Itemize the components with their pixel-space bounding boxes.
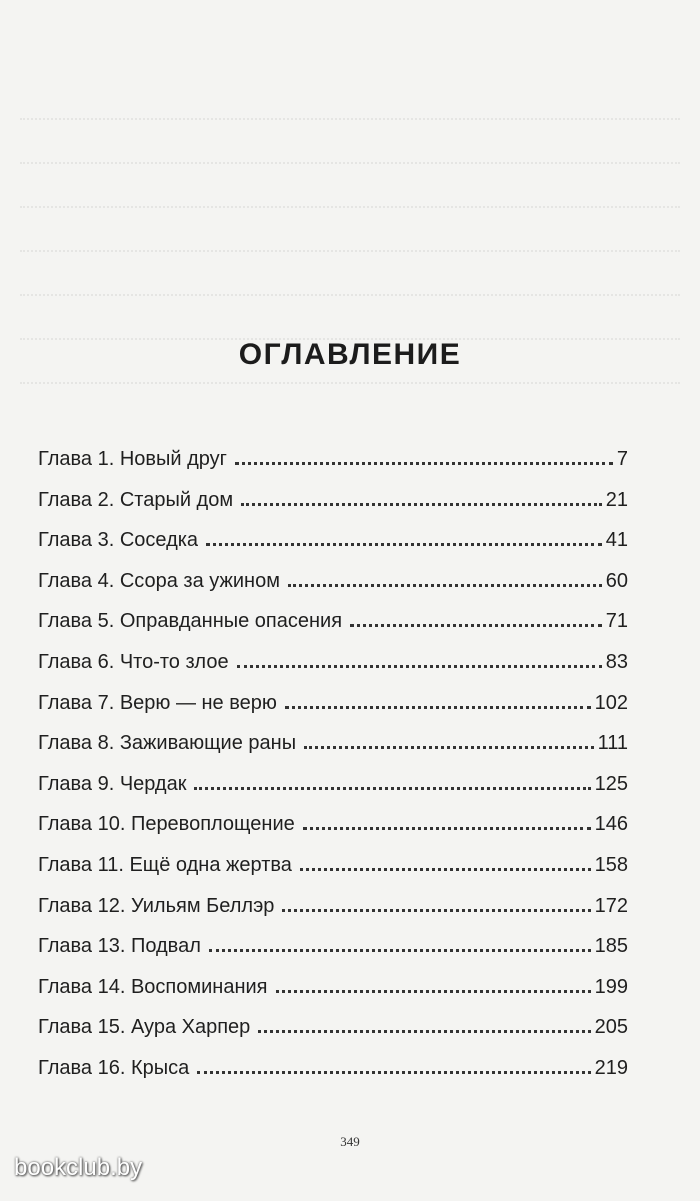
toc-entry xyxy=(38,610,628,651)
toc-entry-page: 146 xyxy=(594,813,628,836)
toc-entry-page: 21 xyxy=(605,488,628,511)
toc-entry-label: Глава 4. Ссора за ужином xyxy=(38,569,280,592)
toc-entry-label: Глава 7. Верю — не верю xyxy=(38,691,277,714)
toc-entry xyxy=(38,1057,628,1098)
toc-entry xyxy=(38,570,628,611)
dot-leader xyxy=(300,868,591,871)
toc-entry xyxy=(38,448,628,489)
dot-leader xyxy=(276,990,591,993)
toc-entry xyxy=(38,773,628,814)
dot-leader xyxy=(282,909,590,912)
toc-entry-label: Глава 15. Аура Харпер xyxy=(38,1016,251,1039)
toc-entry xyxy=(38,692,628,733)
toc-entry xyxy=(38,813,628,854)
dot-leader xyxy=(206,543,602,546)
dot-leader xyxy=(350,624,602,627)
dot-leader xyxy=(241,503,602,506)
toc-entry-page: 102 xyxy=(594,691,628,714)
page-number: 349 xyxy=(340,1134,360,1149)
toc-entry xyxy=(38,854,628,895)
toc-entry xyxy=(38,529,628,570)
toc-entry-page: 7 xyxy=(616,448,628,470)
toc-entry-label: Глава 13. Подвал xyxy=(38,935,201,958)
dot-leader xyxy=(197,1071,590,1074)
toc-entry xyxy=(38,976,628,1017)
toc-entry-page: 172 xyxy=(594,894,628,917)
toc-entry-label: Глава 3. Соседка xyxy=(38,529,199,552)
toc-entry-page: 219 xyxy=(594,1056,628,1079)
dot-leader xyxy=(285,706,591,709)
toc-entry-label: Глава 14. Воспоминания xyxy=(38,975,268,998)
toc-entry xyxy=(38,489,628,530)
toc-entry-label: Глава 16. Крыса xyxy=(38,1056,190,1079)
toc-entry-label: Глава 12. Уильям Беллэр xyxy=(38,894,275,917)
table-of-contents xyxy=(38,448,628,1098)
toc-entry-label: Глава 6. Что-то злое xyxy=(38,650,229,673)
toc-entry-label: Глава 9. Чердак xyxy=(38,772,187,795)
toc-entry-label: Глава 11. Ещё одна жертва xyxy=(38,853,292,876)
dot-leader xyxy=(209,949,591,952)
toc-entry xyxy=(38,895,628,936)
toc-entry-label: Глава 2. Старый дом xyxy=(38,488,234,511)
toc-entry-page: 83 xyxy=(605,650,628,673)
toc-entry-page: 205 xyxy=(594,1016,628,1039)
toc-entry-page: 60 xyxy=(605,569,628,592)
dot-leader xyxy=(288,584,602,587)
toc-entry-label: Глава 1. Новый друг xyxy=(38,448,227,470)
toc-entry xyxy=(38,651,628,692)
dot-leader xyxy=(237,665,602,668)
page-title: ОГЛАВЛЕНИЕ xyxy=(238,338,462,372)
toc-entry-label: Глава 10. Перевоплощение xyxy=(38,813,295,836)
dot-leader xyxy=(235,462,613,465)
toc-entry-page: 71 xyxy=(605,610,628,633)
toc-entry-page: 41 xyxy=(605,529,628,552)
toc-entry xyxy=(38,935,628,976)
toc-entry-page: 125 xyxy=(594,772,628,795)
toc-entry-label: Глава 5. Оправданные опасения xyxy=(38,610,343,633)
toc-entry-page: 111 xyxy=(597,732,628,755)
dot-leader xyxy=(258,1030,590,1033)
toc-entry-page: 185 xyxy=(594,935,628,958)
toc-entry-page: 158 xyxy=(594,853,628,876)
dot-leader xyxy=(304,746,594,749)
dot-leader xyxy=(194,787,590,790)
watermark: bookclub.by xyxy=(14,1154,143,1181)
toc-entry xyxy=(38,732,628,773)
toc-entry-page: 199 xyxy=(594,975,628,998)
dot-leader xyxy=(303,827,591,830)
toc-entry xyxy=(38,1016,628,1057)
toc-entry-label: Глава 8. Заживающие раны xyxy=(38,732,297,755)
